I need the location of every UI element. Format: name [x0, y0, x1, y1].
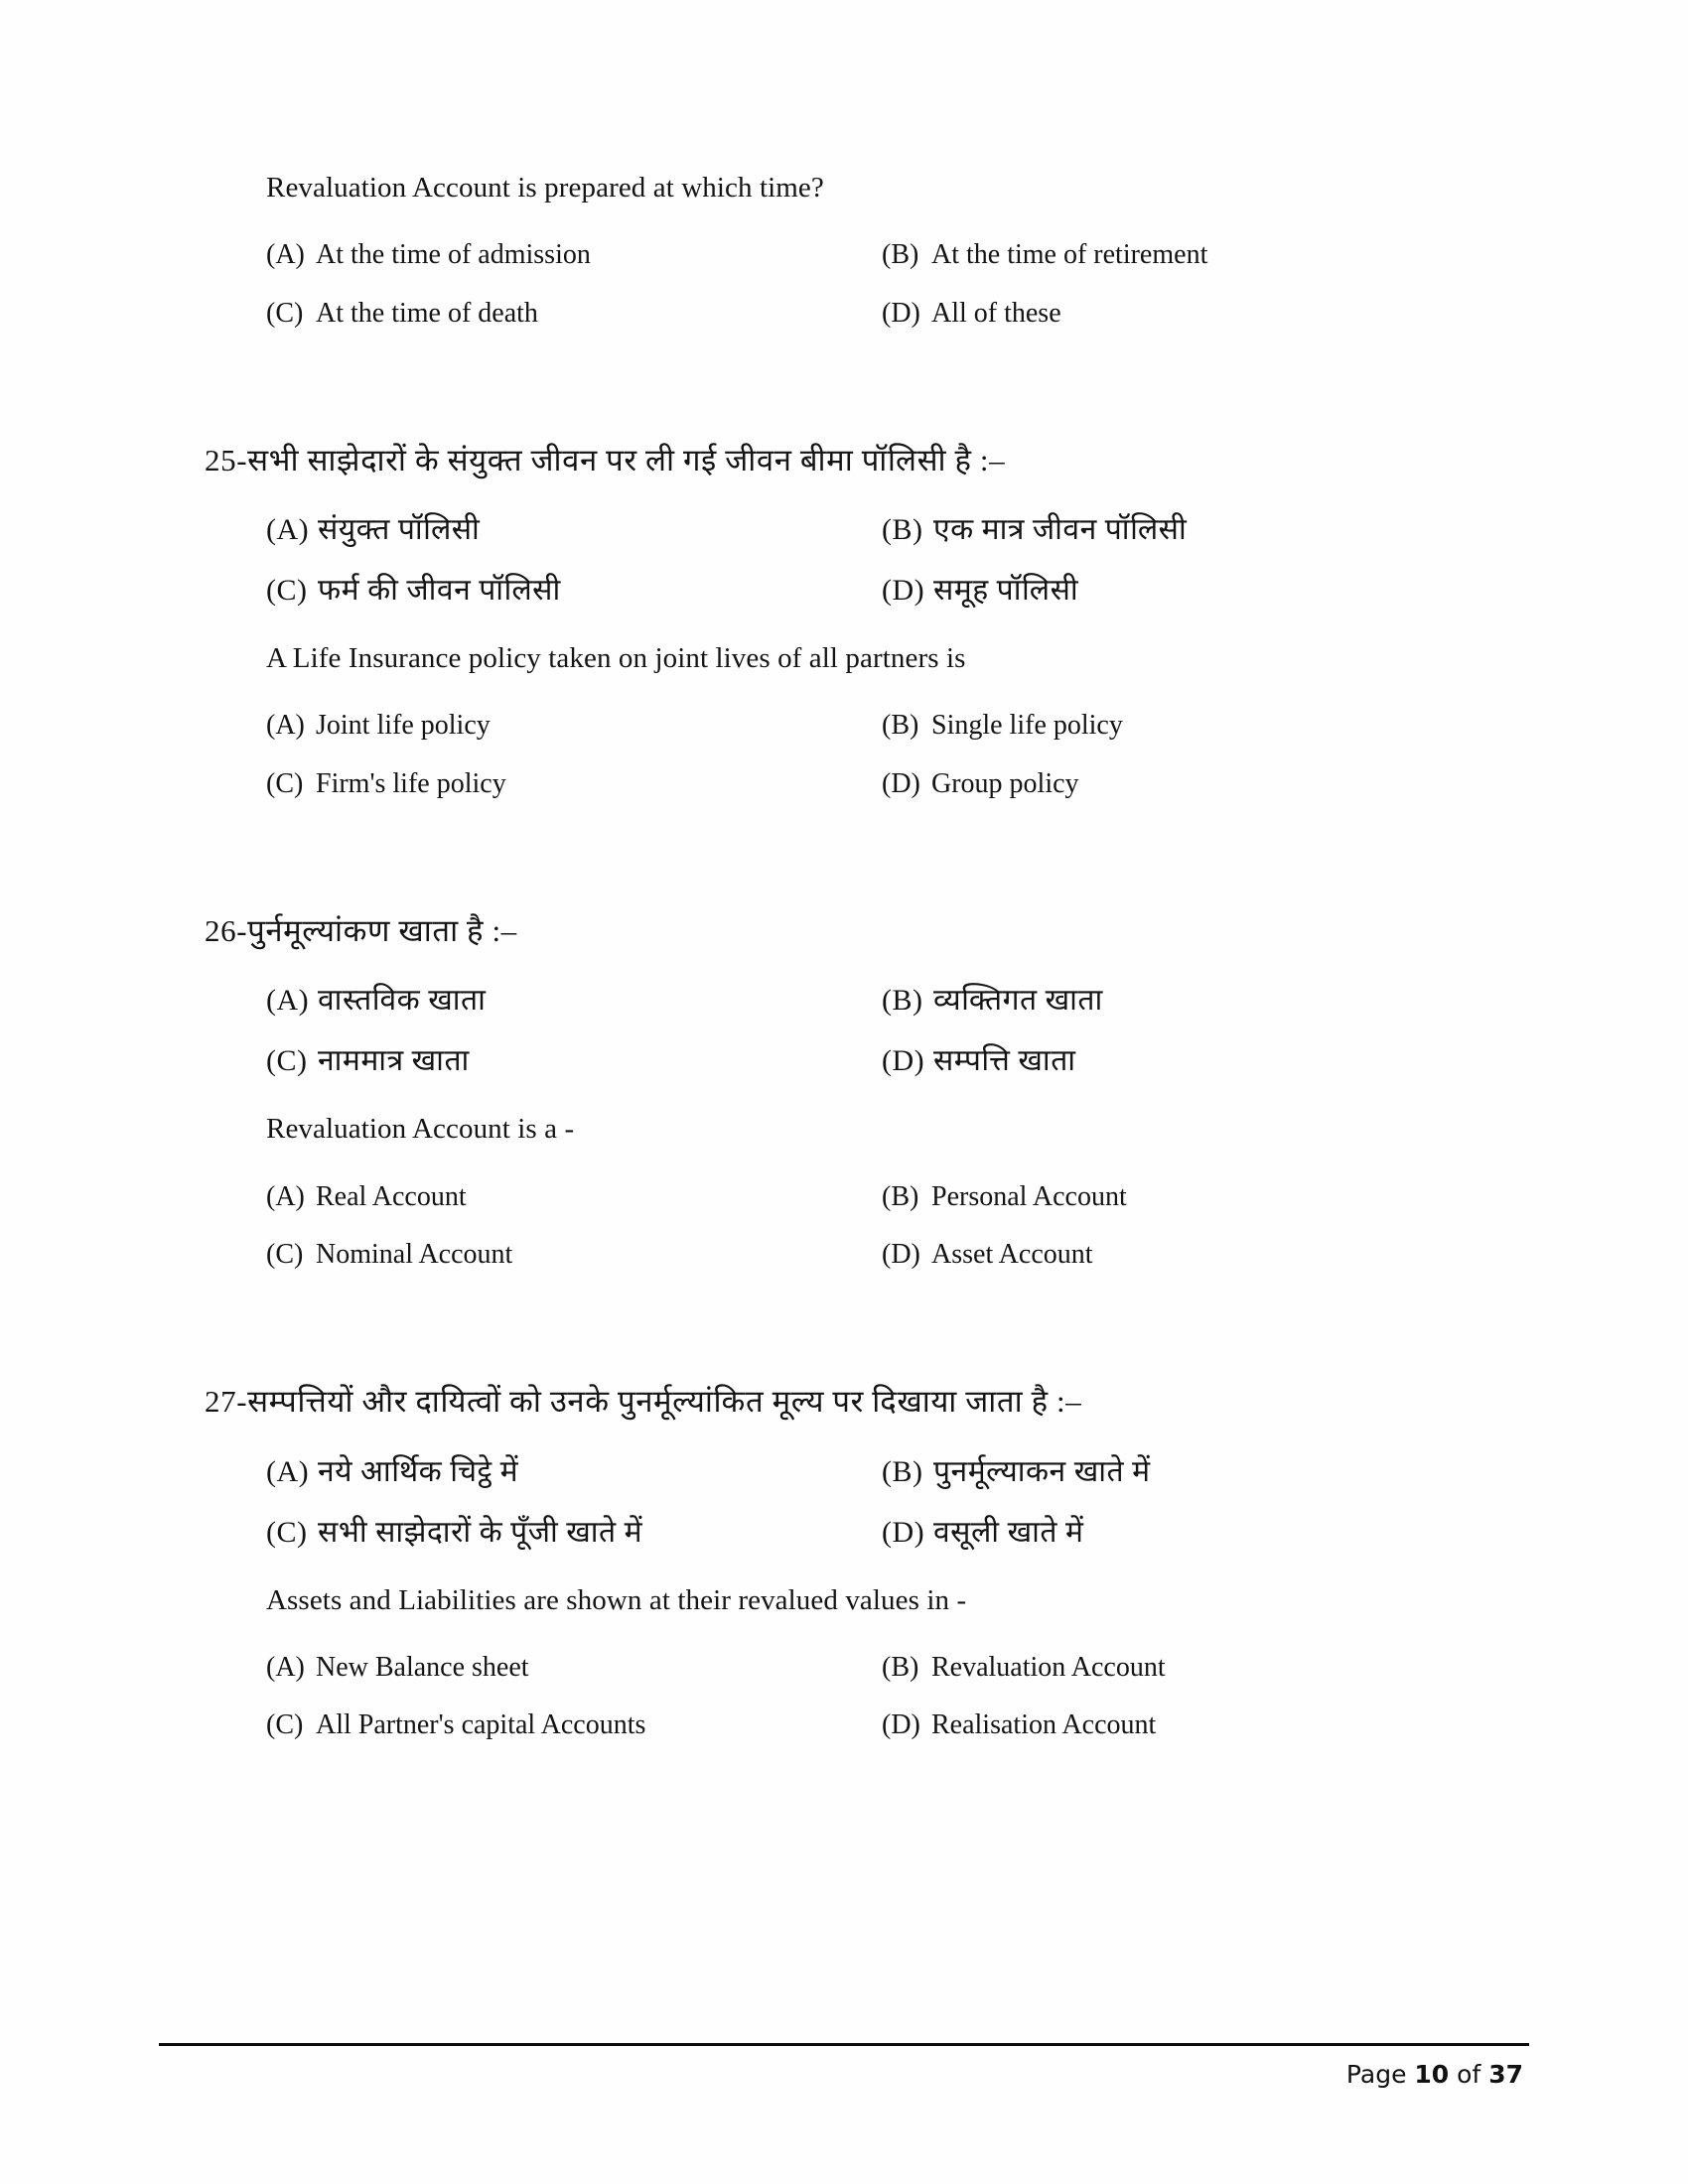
option-tag: (B) — [882, 1454, 923, 1488]
options-grid-english-25-row1 — [266, 708, 1479, 744]
option-text: Nominal Account — [316, 1238, 513, 1270]
option-text: संयुक्त पॉलिसी — [318, 513, 481, 547]
options-grid-hindi-25-row2 — [266, 571, 1479, 610]
option-tag: (C) — [266, 297, 304, 329]
option-text: Revaluation Account — [931, 1651, 1166, 1683]
option-c[interactable] — [266, 296, 882, 332]
option-text: At the time of death — [316, 297, 538, 329]
options-grid-hindi-27-row2 — [266, 1513, 1479, 1552]
option-text: फर्म की जीवन पॉलिसी — [318, 574, 561, 608]
question-text-hindi: पुर्नमूल्यांकण खाता है :– — [247, 913, 517, 949]
option-text: एक मात्र जीवन पॉलिसी — [933, 513, 1188, 547]
option-text: Asset Account — [931, 1238, 1093, 1270]
option-tag: (D) — [882, 574, 925, 608]
option-c[interactable] — [266, 1707, 882, 1743]
question-text-hindi: सभी साझेदारों के संयुक्त जीवन पर ली गई जीवन बीमा पॉलिसी है :– — [247, 442, 1006, 478]
option-tag: (C) — [266, 1709, 304, 1741]
option-tag: (A) — [266, 239, 305, 271]
option-text: समूह पॉलिसी — [933, 574, 1079, 608]
page-number-label — [159, 2046, 1529, 2089]
option-tag: (A) — [266, 513, 310, 547]
option-b[interactable] — [882, 981, 1479, 1020]
option-tag: (C) — [266, 767, 304, 799]
option-tag: (B) — [882, 239, 919, 271]
option-text: वसूली खाते में — [933, 1515, 1084, 1549]
question-stem-hindi — [205, 441, 1479, 480]
footer-middle: of — [1449, 2060, 1489, 2089]
option-tag: (D) — [882, 1515, 925, 1549]
option-b[interactable] — [882, 708, 1479, 744]
option-text: Firm's life policy — [316, 767, 506, 799]
option-a[interactable] — [266, 981, 882, 1020]
option-b[interactable] — [882, 237, 1479, 273]
options-grid-english-26-row1 — [266, 1179, 1479, 1215]
question-number: 25- — [205, 442, 248, 478]
option-tag: (D) — [882, 1044, 925, 1078]
option-b[interactable] — [882, 1650, 1479, 1686]
question-block-continuation — [238, 169, 1479, 332]
option-text: सम्पत्ति खाता — [933, 1044, 1076, 1078]
option-a[interactable] — [266, 1650, 882, 1686]
option-d[interactable] — [882, 1237, 1479, 1273]
option-d[interactable] — [882, 1707, 1479, 1743]
options-grid-english-25-row2 — [266, 766, 1479, 802]
question-block-26 — [205, 911, 1479, 1273]
option-c[interactable] — [266, 571, 882, 610]
option-a[interactable] — [266, 1179, 882, 1215]
question-block-25 — [205, 441, 1479, 802]
option-tag: (A) — [266, 1454, 310, 1488]
options-grid-english-27-row2 — [266, 1707, 1479, 1743]
option-text: New Balance sheet — [316, 1651, 529, 1683]
option-text: नाममात्र खाता — [318, 1044, 470, 1078]
question-stem-hindi — [205, 911, 1479, 951]
option-text: Realisation Account — [931, 1709, 1157, 1741]
question-text-hindi: सम्पत्तियों और दायित्वों को उनके पुनर्मूल्यांकित मूल्य पर दिखाया जाता है :– — [247, 1384, 1082, 1420]
question-stem-english: Revaluation Account is prepared at which time? — [266, 172, 824, 204]
option-c[interactable] — [266, 766, 882, 802]
option-tag: (C) — [266, 1515, 308, 1549]
option-text: पुनर्मूल्याकन खाते में — [933, 1454, 1151, 1488]
option-text: व्यक्तिगत खाता — [933, 984, 1103, 1018]
option-a[interactable] — [266, 510, 882, 549]
option-tag: (C) — [266, 1044, 308, 1078]
option-tag: (D) — [882, 297, 920, 329]
option-text: At the time of admission — [316, 239, 591, 271]
question-stem-english: Revaluation Account is a - — [266, 1113, 575, 1146]
option-tag: (B) — [882, 1651, 919, 1683]
option-text: नये आर्थिक चिट्ठे में — [318, 1454, 519, 1488]
option-b[interactable] — [882, 510, 1479, 549]
option-text: Personal Account — [931, 1180, 1127, 1212]
option-text: सभी साझेदारों के पूँजी खाते में — [318, 1515, 643, 1549]
option-tag: (D) — [882, 767, 920, 799]
option-c[interactable] — [266, 1237, 882, 1273]
option-b[interactable] — [882, 1452, 1479, 1491]
option-text: Group policy — [931, 767, 1079, 799]
option-tag: (A) — [266, 1180, 305, 1212]
question-stem-english: Assets and Liabilities are shown at their revalued values in - — [266, 1583, 967, 1616]
option-d[interactable] — [882, 571, 1479, 610]
options-grid-english-row2 — [266, 296, 1479, 332]
question-block-27 — [205, 1382, 1479, 1743]
option-tag: (A) — [266, 710, 305, 742]
option-c[interactable] — [266, 1513, 882, 1552]
options-grid-english-26-row2 — [266, 1237, 1479, 1273]
option-d[interactable] — [882, 296, 1479, 332]
option-tag: (B) — [882, 984, 923, 1018]
question-number: 26- — [205, 913, 248, 949]
option-tag: (B) — [882, 1180, 919, 1212]
footer-current-page: 10 — [1414, 2060, 1450, 2089]
option-tag: (D) — [882, 1709, 920, 1741]
option-text: All Partner's capital Accounts — [316, 1709, 646, 1741]
question-number: 27- — [205, 1384, 248, 1420]
option-a[interactable] — [266, 1452, 882, 1491]
option-text: Joint life policy — [316, 710, 491, 742]
option-d[interactable] — [882, 1041, 1479, 1080]
option-c[interactable] — [266, 1041, 882, 1080]
option-a[interactable] — [266, 237, 882, 273]
option-tag: (B) — [882, 513, 923, 547]
option-d[interactable] — [882, 766, 1479, 802]
option-d[interactable] — [882, 1513, 1479, 1552]
option-tag: (C) — [266, 1238, 304, 1270]
option-b[interactable] — [882, 1179, 1479, 1215]
question-stem-hindi — [205, 1382, 1479, 1422]
option-text: At the time of retirement — [931, 239, 1208, 271]
footer-total-pages: 37 — [1488, 2060, 1523, 2089]
option-text: Single life policy — [931, 710, 1123, 742]
options-grid-hindi-25-row1 — [266, 510, 1479, 549]
options-grid-hindi-26-row2 — [266, 1041, 1479, 1080]
options-grid-hindi-27-row1 — [266, 1452, 1479, 1491]
options-grid-english — [266, 237, 1479, 273]
option-a[interactable] — [266, 708, 882, 744]
option-text: All of these — [931, 297, 1061, 329]
option-tag: (A) — [266, 1651, 305, 1683]
option-tag: (C) — [266, 574, 308, 608]
option-tag: (A) — [266, 984, 310, 1018]
question-stem-english: A Life Insurance policy taken on joint lives of all partners is — [266, 642, 966, 675]
option-tag: (D) — [882, 1238, 920, 1270]
option-text: वास्तविक खाता — [318, 984, 487, 1018]
options-grid-hindi-26-row1 — [266, 981, 1479, 1020]
option-text: Real Account — [316, 1180, 467, 1212]
footer-prefix: Page — [1345, 2060, 1415, 2089]
option-tag: (B) — [882, 710, 919, 742]
options-grid-english-27-row1 — [266, 1650, 1479, 1686]
page-footer — [159, 2043, 1529, 2089]
